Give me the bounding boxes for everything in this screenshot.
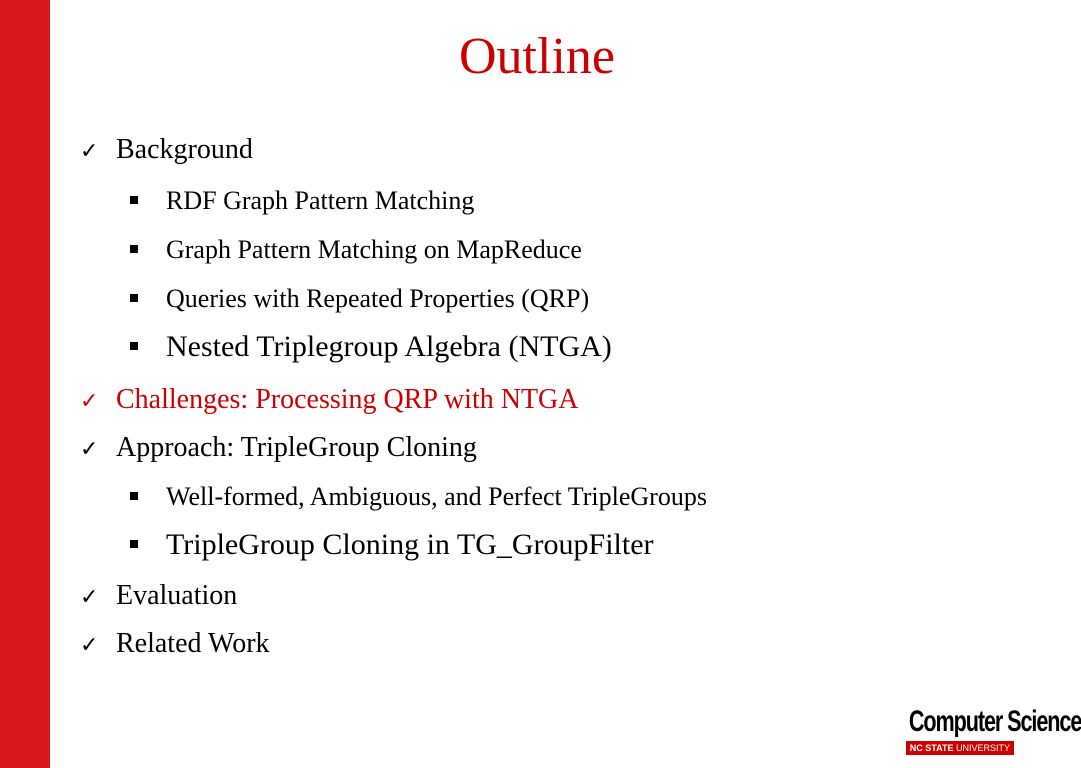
outline-item-label: Graph Pattern Matching on MapReduce — [166, 235, 582, 264]
square-bullet-icon — [130, 492, 138, 500]
outline-subitem-qrp — [130, 284, 589, 314]
outline-subitem-wellformed — [130, 482, 707, 512]
outline-item-challenges — [80, 384, 579, 416]
outline-subitem-cloning — [130, 528, 654, 562]
square-bullet-icon — [130, 342, 138, 350]
outline-item-related-work — [80, 628, 270, 660]
square-bullet-icon — [130, 196, 138, 204]
outline-item-label: Queries with Repeated Properties (QRP) — [166, 284, 590, 313]
outline-subitem-ntga — [130, 330, 612, 364]
outline-item-evaluation — [80, 580, 237, 612]
check-icon: ✓ — [80, 633, 99, 658]
check-icon: ✓ — [80, 139, 99, 164]
left-accent-bar — [0, 0, 50, 768]
outline-item-label: Nested Triplegroup Algebra (NTGA) — [166, 330, 612, 363]
outline-item-label: TripleGroup Cloning in TG_GroupFilter — [166, 528, 654, 561]
logo-university-badge — [906, 741, 1014, 755]
outline-item-label: Background — [116, 134, 253, 165]
logo-ncstate: NC STATE — [909, 743, 954, 753]
slide-title: Outline — [459, 28, 615, 85]
square-bullet-icon — [130, 540, 138, 548]
outline-item-label: Well-formed, Ambiguous, and Perfect TripleGroups — [166, 482, 707, 511]
outline-item-background — [80, 134, 253, 166]
logo-title: Computer Science — [908, 705, 1081, 738]
outline-item-label: Approach: TripleGroup Cloning — [116, 432, 477, 463]
check-icon: ✓ — [80, 437, 99, 462]
computer-science-logo — [868, 705, 1081, 756]
check-icon: ✓ — [80, 585, 99, 610]
outline-item-label: Challenges: Processing QRP with NTGA — [116, 384, 579, 415]
check-icon: ✓ — [80, 389, 99, 414]
outline-subitem-rdf — [130, 186, 474, 216]
outline-item-approach — [80, 432, 477, 464]
square-bullet-icon — [130, 294, 138, 302]
logo-university: UNIVERSITY — [955, 743, 1010, 753]
outline-subitem-mapreduce — [130, 235, 582, 265]
square-bullet-icon — [130, 245, 138, 253]
outline-item-label: RDF Graph Pattern Matching — [166, 186, 475, 215]
outline-item-label: Evaluation — [116, 580, 238, 611]
outline-item-label: Related Work — [116, 628, 270, 659]
